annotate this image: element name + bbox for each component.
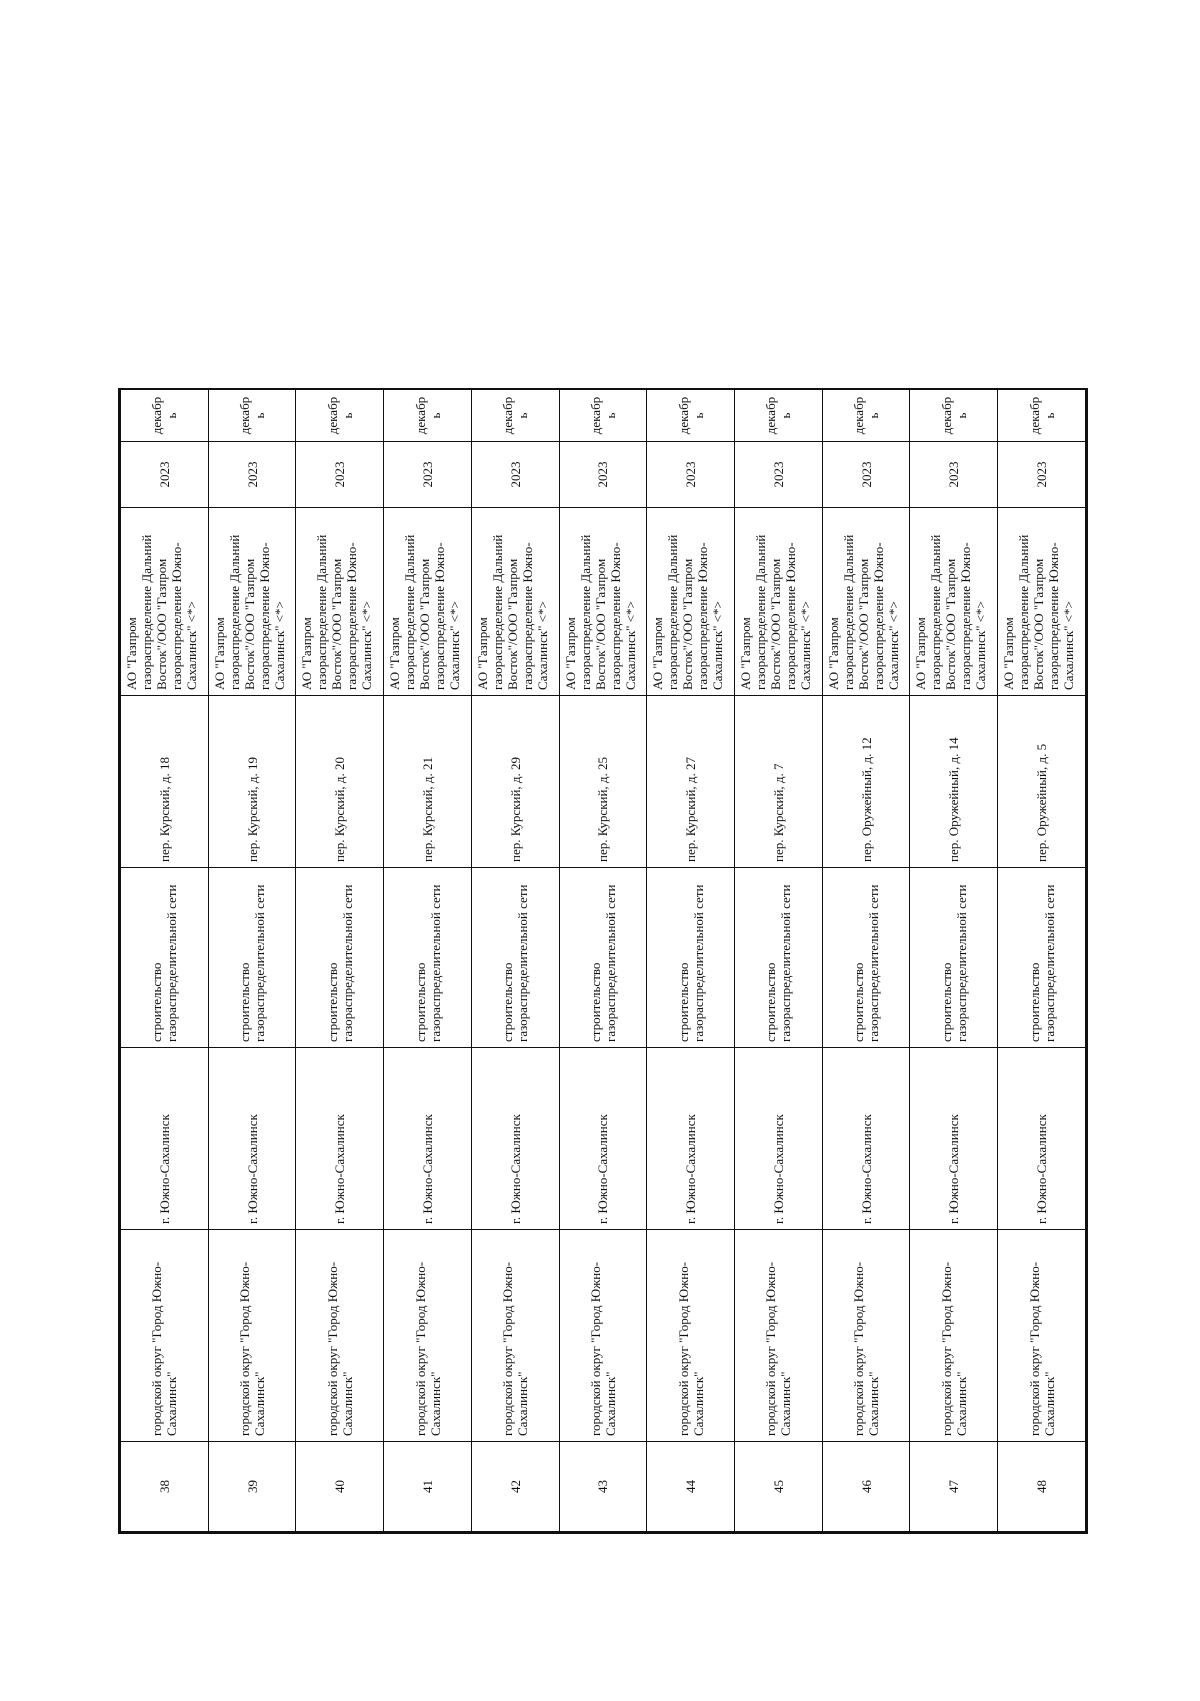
month-cell: декабрь — [296, 390, 384, 442]
municipality-cell: городской округ "Город Южно-Сахалинск" — [647, 1230, 735, 1442]
municipality-cell: городской округ "Город Южно-Сахалинск" — [822, 1230, 910, 1442]
data-table — [120, 389, 1086, 1532]
month-cell: декабрь — [471, 390, 559, 442]
address-cell: пер. Курский, д. 21 — [384, 696, 472, 868]
month-cell: декабрь — [384, 390, 472, 442]
city-cell: г. Южно-Сахалинск — [647, 1048, 735, 1230]
year-cell: 2023 — [998, 442, 1086, 508]
year-cell: 2023 — [208, 442, 296, 508]
month-cell: декабрь — [735, 390, 823, 442]
table-row — [559, 390, 647, 1532]
city-cell: г. Южно-Сахалинск — [822, 1048, 910, 1230]
city-cell: г. Южно-Сахалинск — [296, 1048, 384, 1230]
municipality-cell: городской округ "Город Южно-Сахалинск" — [208, 1230, 296, 1442]
rotated-table-container — [120, 390, 1086, 1532]
address-cell: пер. Курский, д. 18 — [121, 696, 209, 868]
work-type-cell: строительство газораспределительной сети — [822, 868, 910, 1048]
table-row — [208, 390, 296, 1532]
organization-cell: АО "Газпром газораспределение Дальний Восток"/ООО "Газпром газораспределение Южно-Сахалинск" <*> — [910, 508, 998, 696]
month-cell: декабрь — [910, 390, 998, 442]
address-cell: пер. Курский, д. 7 — [735, 696, 823, 868]
municipality-cell: городской округ "Город Южно-Сахалинск" — [121, 1230, 209, 1442]
year-cell: 2023 — [822, 442, 910, 508]
work-type-cell: строительство газораспределительной сети — [998, 868, 1086, 1048]
municipality-cell: городской округ "Город Южно-Сахалинск" — [471, 1230, 559, 1442]
month-cell: декабрь — [822, 390, 910, 442]
year-cell: 2023 — [647, 442, 735, 508]
table-row — [822, 390, 910, 1532]
row-number: 42 — [471, 1442, 559, 1532]
municipality-cell: городской округ "Город Южно-Сахалинск" — [296, 1230, 384, 1442]
table-body — [121, 390, 1086, 1532]
work-type-cell: строительство газораспределительной сети — [735, 868, 823, 1048]
organization-cell: АО "Газпром газораспределение Дальний Восток"/ООО "Газпром газораспределение Южно-Сахалинск" <*> — [121, 508, 209, 696]
city-cell: г. Южно-Сахалинск — [559, 1048, 647, 1230]
municipality-cell: городской округ "Город Южно-Сахалинск" — [384, 1230, 472, 1442]
municipality-cell: городской округ "Город Южно-Сахалинск" — [998, 1230, 1086, 1442]
address-cell: пер. Курский, д. 27 — [647, 696, 735, 868]
work-type-cell: строительство газораспределительной сети — [384, 868, 472, 1048]
table-row — [296, 390, 384, 1532]
gasification-table — [118, 388, 1088, 1534]
organization-cell: АО "Газпром газораспределение Дальний Восток"/ООО "Газпром газораспределение Южно-Сахалинск" <*> — [384, 508, 472, 696]
year-cell: 2023 — [296, 442, 384, 508]
row-number: 45 — [735, 1442, 823, 1532]
work-type-cell: строительство газораспределительной сети — [647, 868, 735, 1048]
organization-cell: АО "Газпром газораспределение Дальний Восток"/ООО "Газпром газораспределение Южно-Сахалинск" <*> — [822, 508, 910, 696]
city-cell: г. Южно-Сахалинск — [121, 1048, 209, 1230]
row-number: 47 — [910, 1442, 998, 1532]
month-cell: декабрь — [208, 390, 296, 442]
year-cell: 2023 — [121, 442, 209, 508]
year-cell: 2023 — [384, 442, 472, 508]
municipality-cell: городской округ "Город Южно-Сахалинск" — [735, 1230, 823, 1442]
row-number: 46 — [822, 1442, 910, 1532]
address-cell: пер. Оружейный, д. 12 — [822, 696, 910, 868]
work-type-cell: строительство газораспределительной сети — [296, 868, 384, 1048]
month-cell: декабрь — [121, 390, 209, 442]
organization-cell: АО "Газпром газораспределение Дальний Восток"/ООО "Газпром газораспределение Южно-Сахалинск" <*> — [647, 508, 735, 696]
organization-cell: АО "Газпром газораспределение Дальний Восток"/ООО "Газпром газораспределение Южно-Сахалинск" <*> — [998, 508, 1086, 696]
work-type-cell: строительство газораспределительной сети — [910, 868, 998, 1048]
city-cell: г. Южно-Сахалинск — [384, 1048, 472, 1230]
year-cell: 2023 — [735, 442, 823, 508]
organization-cell: АО "Газпром газораспределение Дальний Восток"/ООО "Газпром газораспределение Южно-Сахалинск" <*> — [735, 508, 823, 696]
year-cell: 2023 — [559, 442, 647, 508]
row-number: 38 — [121, 1442, 209, 1532]
table-row — [998, 390, 1086, 1532]
address-cell: пер. Курский, д. 19 — [208, 696, 296, 868]
city-cell: г. Южно-Сахалинск — [208, 1048, 296, 1230]
organization-cell: АО "Газпром газораспределение Дальний Восток"/ООО "Газпром газораспределение Южно-Сахалинск" <*> — [208, 508, 296, 696]
city-cell: г. Южно-Сахалинск — [471, 1048, 559, 1230]
organization-cell: АО "Газпром газораспределение Дальний Восток"/ООО "Газпром газораспределение Южно-Сахалинск" <*> — [471, 508, 559, 696]
city-cell: г. Южно-Сахалинск — [998, 1048, 1086, 1230]
row-number: 43 — [559, 1442, 647, 1532]
table-row — [471, 390, 559, 1532]
month-cell: декабрь — [559, 390, 647, 442]
row-number: 44 — [647, 1442, 735, 1532]
work-type-cell: строительство газораспределительной сети — [121, 868, 209, 1048]
city-cell: г. Южно-Сахалинск — [735, 1048, 823, 1230]
work-type-cell: строительство газораспределительной сети — [559, 868, 647, 1048]
address-cell: пер. Оружейный, д. 14 — [910, 696, 998, 868]
address-cell: пер. Курский, д. 25 — [559, 696, 647, 868]
organization-cell: АО "Газпром газораспределение Дальний Восток"/ООО "Газпром газораспределение Южно-Сахалинск" <*> — [296, 508, 384, 696]
year-cell: 2023 — [471, 442, 559, 508]
table-row — [910, 390, 998, 1532]
month-cell: декабрь — [647, 390, 735, 442]
table-row — [384, 390, 472, 1532]
work-type-cell: строительство газораспределительной сети — [471, 868, 559, 1048]
table-row — [735, 390, 823, 1532]
month-cell: декабрь — [998, 390, 1086, 442]
year-cell: 2023 — [910, 442, 998, 508]
address-cell: пер. Курский, д. 29 — [471, 696, 559, 868]
table-row — [121, 390, 209, 1532]
row-number: 48 — [998, 1442, 1086, 1532]
work-type-cell: строительство газораспределительной сети — [208, 868, 296, 1048]
address-cell: пер. Курский, д. 20 — [296, 696, 384, 868]
municipality-cell: городской округ "Город Южно-Сахалинск" — [559, 1230, 647, 1442]
table-row — [647, 390, 735, 1532]
municipality-cell: городской округ "Город Южно-Сахалинск" — [910, 1230, 998, 1442]
row-number: 39 — [208, 1442, 296, 1532]
row-number: 41 — [384, 1442, 472, 1532]
organization-cell: АО "Газпром газораспределение Дальний Восток"/ООО "Газпром газораспределение Южно-Сахалинск" <*> — [559, 508, 647, 696]
row-number: 40 — [296, 1442, 384, 1532]
city-cell: г. Южно-Сахалинск — [910, 1048, 998, 1230]
address-cell: пер. Оружейный, д. 5 — [998, 696, 1086, 868]
